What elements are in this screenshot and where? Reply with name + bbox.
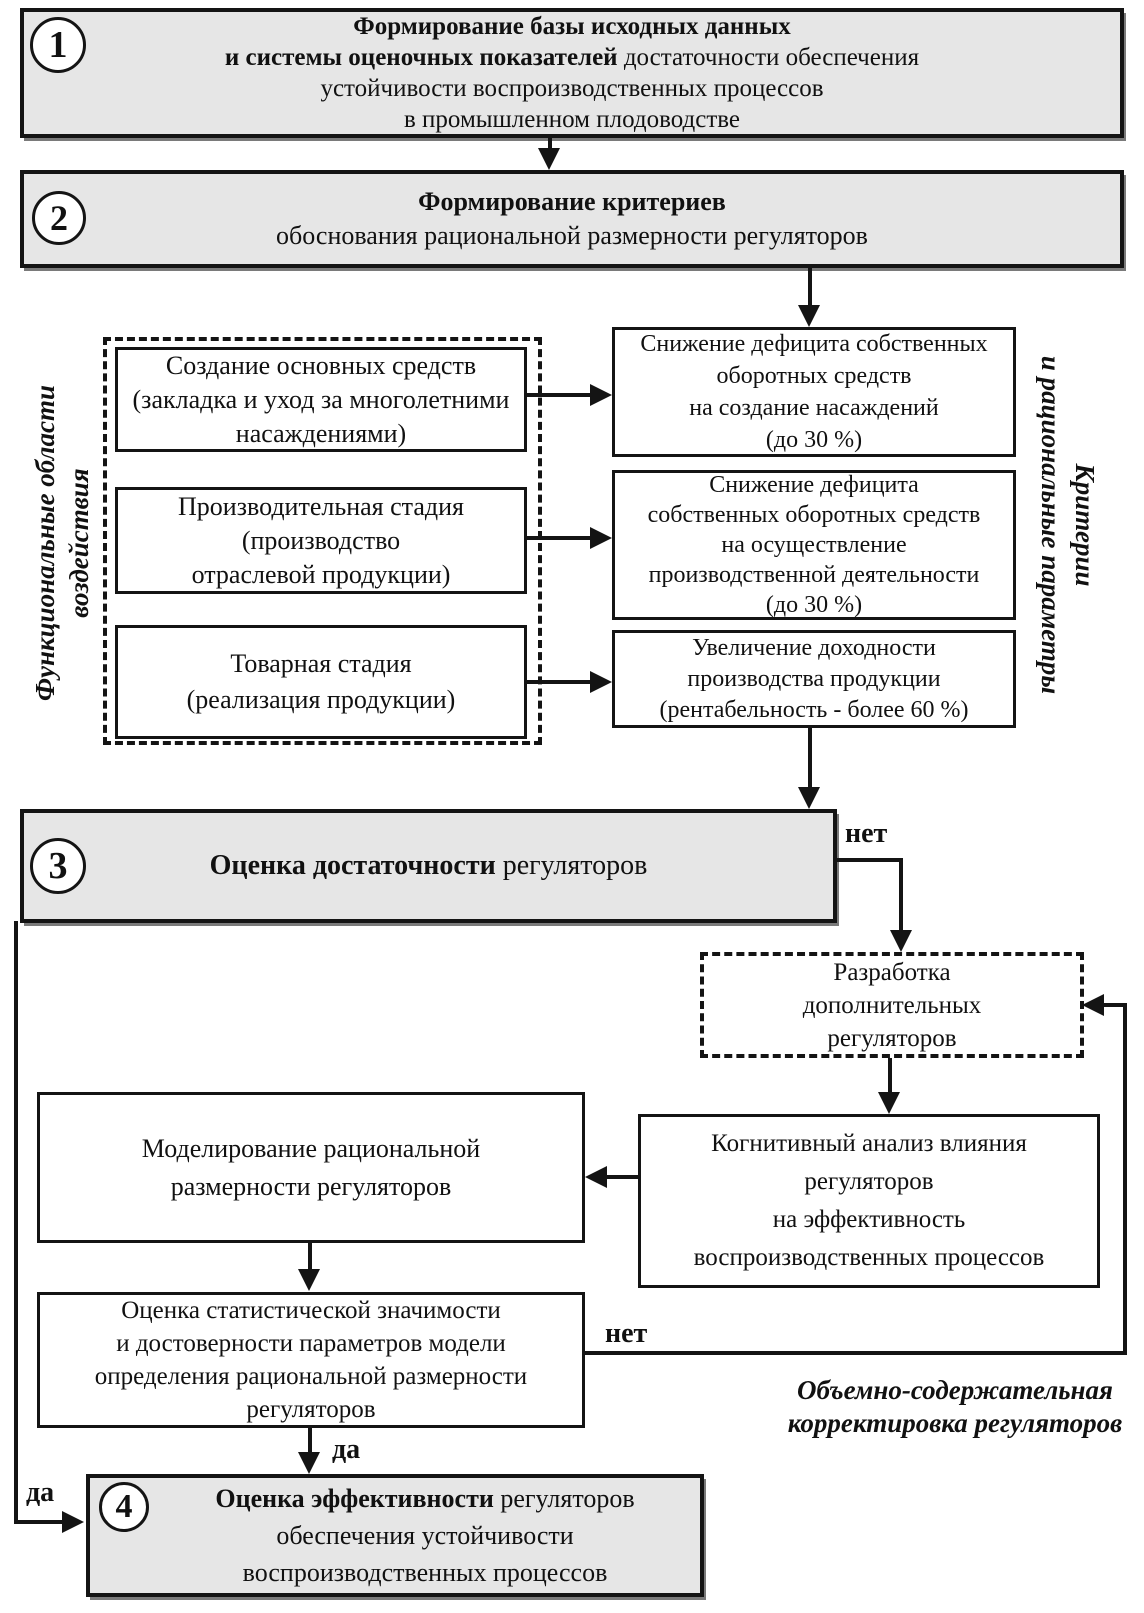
impact-box2-line1: Производительная стадия — [178, 491, 464, 521]
step3-number-badge — [30, 838, 86, 894]
step3-block — [20, 809, 837, 923]
arrowhead-step2-criteria1 — [798, 305, 820, 327]
additional-regulators-line2: дополнительных — [802, 991, 982, 1019]
step2-number: 2 — [50, 198, 68, 238]
criteria-parameters-rotated-label — [1034, 305, 1102, 745]
impact-box2-line2: (производство — [241, 525, 401, 555]
step1-line4: в промышленном плодоводстве — [403, 106, 740, 133]
connector-step3-no-vline — [899, 858, 903, 930]
feedback-right-vline — [1123, 1005, 1127, 1355]
cognitive-line3: на эффективность — [772, 1206, 966, 1233]
connector-impact2-criteria2-line — [527, 536, 590, 540]
connector-impact3-criteria3-line — [527, 680, 590, 684]
step1-number-badge — [30, 17, 86, 73]
criteria-box1-line4: (до 30 %) — [765, 427, 863, 453]
criteria-box2-line3: на осуществление — [721, 532, 907, 558]
step1-number: 1 — [48, 24, 68, 66]
arrowhead-yes-left-step4 — [62, 1511, 84, 1533]
no-label-step3: нет — [845, 818, 888, 849]
step2-line2: обоснования рациональной размерности регуляторов — [276, 221, 868, 250]
step1-line1-bold: Формирование базы исходных данных — [353, 13, 791, 40]
impact-box3-line2: (реализация продукции) — [186, 685, 456, 714]
cognitive-line2: регуляторов — [804, 1168, 934, 1195]
step3-title-rest: регуляторов — [495, 850, 648, 881]
criteria-box2-line1: Снижение дефицита — [709, 472, 919, 498]
step4-number-badge — [99, 1482, 149, 1532]
criteria-box1-line2: оборотных средств — [716, 363, 912, 389]
arrowhead-impact3-criteria3 — [590, 671, 612, 693]
statistics-line3: определения рациональной размерности — [94, 1363, 528, 1390]
correction-caption — [700, 1374, 1144, 1440]
arrowhead-cognitive-modeling — [585, 1166, 607, 1188]
criteria-box2-line4: производственной деятельности — [648, 562, 980, 588]
functional-areas-rotated-label — [28, 333, 96, 753]
connector-additional-cognitive-line — [888, 1058, 892, 1094]
criteria-box1-line1: Снижение дефицита собственных — [640, 331, 988, 357]
modeling-line1: Моделирование рациональной — [141, 1133, 481, 1163]
modeling-line2: размерности регуляторов — [170, 1171, 452, 1201]
arrowhead-impact2-criteria2 — [590, 527, 612, 549]
impact-box1-line2: (закладка и уход за многолетними — [132, 384, 510, 414]
step4-line1 — [215, 1480, 634, 1517]
arrowhead-impact1-criteria1 — [590, 384, 612, 406]
statistics-line1: Оценка статистической значимости — [121, 1297, 501, 1324]
additional-regulators-box — [700, 952, 1084, 1058]
connector-impact1-criteria1-line — [527, 393, 590, 397]
step1-line2-rest: достаточности обеспечения — [617, 44, 920, 71]
connector-modeling-statistics-line — [308, 1243, 312, 1271]
step3-title — [210, 850, 648, 882]
step3-number: 3 — [48, 845, 68, 887]
criteria-box2-line5: (до 30 %) — [765, 592, 863, 618]
step2-number-badge — [32, 191, 86, 245]
correction-caption-line2: корректировка регуляторов — [787, 1408, 1123, 1438]
connector-step2-criteria1-line — [808, 266, 812, 306]
arrowhead-criteria3-step3 — [798, 787, 820, 809]
connector-statistics-step4-line — [308, 1428, 312, 1454]
criteria-box-deficit-production — [612, 470, 1016, 620]
functional-areas-line1: Функциональные области — [30, 385, 60, 701]
cognitive-line1: Когнитивный анализ влияния — [711, 1130, 1027, 1157]
correction-caption-line1: Объемно-содержательная — [797, 1375, 1113, 1405]
impact-box-fixed-assets — [115, 347, 527, 452]
statistics-line4: регуляторов — [246, 1396, 376, 1423]
connector-criteria3-step3-line — [808, 728, 812, 788]
criteria-box-deficit-plantations — [612, 327, 1016, 457]
connector-step3-no-hline — [833, 858, 903, 862]
step2-line1-bold: Формирование критериев — [418, 187, 726, 216]
no-label-statistics: нет — [605, 1318, 648, 1349]
modeling-box — [37, 1092, 585, 1243]
criteria-box3-line2: производства продукции — [687, 665, 941, 692]
arrowhead-additional-cognitive — [878, 1092, 900, 1114]
statistics-box — [37, 1292, 585, 1428]
yes-label-statistics: да — [332, 1434, 361, 1465]
step4-line2: обеспечения устойчивости — [276, 1521, 574, 1550]
arrowhead-modeling-statistics — [298, 1269, 320, 1291]
criteria-box3-line1: Увеличение доходности — [692, 634, 936, 661]
step4-block — [86, 1474, 704, 1597]
impact-box1-line1: Создание основных средств — [165, 350, 477, 380]
step4-line1-bold: Оценка эффективности — [215, 1484, 494, 1513]
feedback-bottom-hline — [585, 1351, 1127, 1355]
arrowhead-step1-step2 — [538, 148, 560, 170]
impact-box2-line3: отраслевой продукции) — [191, 559, 451, 589]
step1-line1 — [353, 11, 790, 42]
step1-block — [20, 8, 1124, 138]
criteria-parameters-line2: и рациональные параметры — [1036, 355, 1066, 695]
impact-box-production-stage — [115, 487, 527, 594]
step1-line2-bold: и системы оценочных показателей — [224, 44, 618, 71]
impact-box3-line1: Товарная стадия — [230, 649, 412, 678]
criteria-box1-line3: на создание насаждений — [689, 395, 939, 421]
yes-left-vline — [14, 921, 18, 1524]
yes-label-left: да — [26, 1477, 55, 1508]
step4-line1-rest: регуляторов — [493, 1484, 635, 1513]
step2-block — [20, 170, 1124, 268]
cognitive-line4: воспроизводственных процессов — [693, 1244, 1045, 1271]
yes-left-hline — [14, 1520, 66, 1524]
arrowhead-feedback-additional — [1082, 994, 1104, 1016]
step4-number: 4 — [115, 1488, 133, 1525]
step3-title-bold: Оценка достаточности — [209, 850, 496, 881]
additional-regulators-line1: Разработка — [833, 958, 951, 986]
step2-line1 — [418, 185, 726, 219]
arrowhead-statistics-step4 — [298, 1452, 320, 1474]
statistics-line2: и достоверности параметров модели — [116, 1330, 506, 1357]
criteria-parameters-line1: Критерии — [1070, 463, 1100, 587]
criteria-box-profitability — [612, 630, 1016, 728]
criteria-box2-line2: собственных оборотных средств — [647, 502, 981, 528]
criteria-box3-line3: (рентабельность - более 60 %) — [659, 696, 969, 723]
functional-areas-line2: воздействия — [64, 468, 94, 618]
impact-box1-line3: насаждениями) — [235, 418, 407, 448]
arrowhead-step3-additional — [890, 930, 912, 952]
impact-box-commodity-stage — [115, 625, 527, 739]
additional-regulators-line3: регуляторов — [827, 1024, 957, 1052]
step1-line2 — [225, 42, 919, 73]
step1-line3: устойчивости воспроизводственных процессов — [320, 75, 824, 102]
step4-line3: воспроизводственных процессов — [242, 1558, 608, 1587]
cognitive-analysis-box — [638, 1114, 1100, 1288]
connector-cognitive-modeling-line — [607, 1175, 638, 1179]
